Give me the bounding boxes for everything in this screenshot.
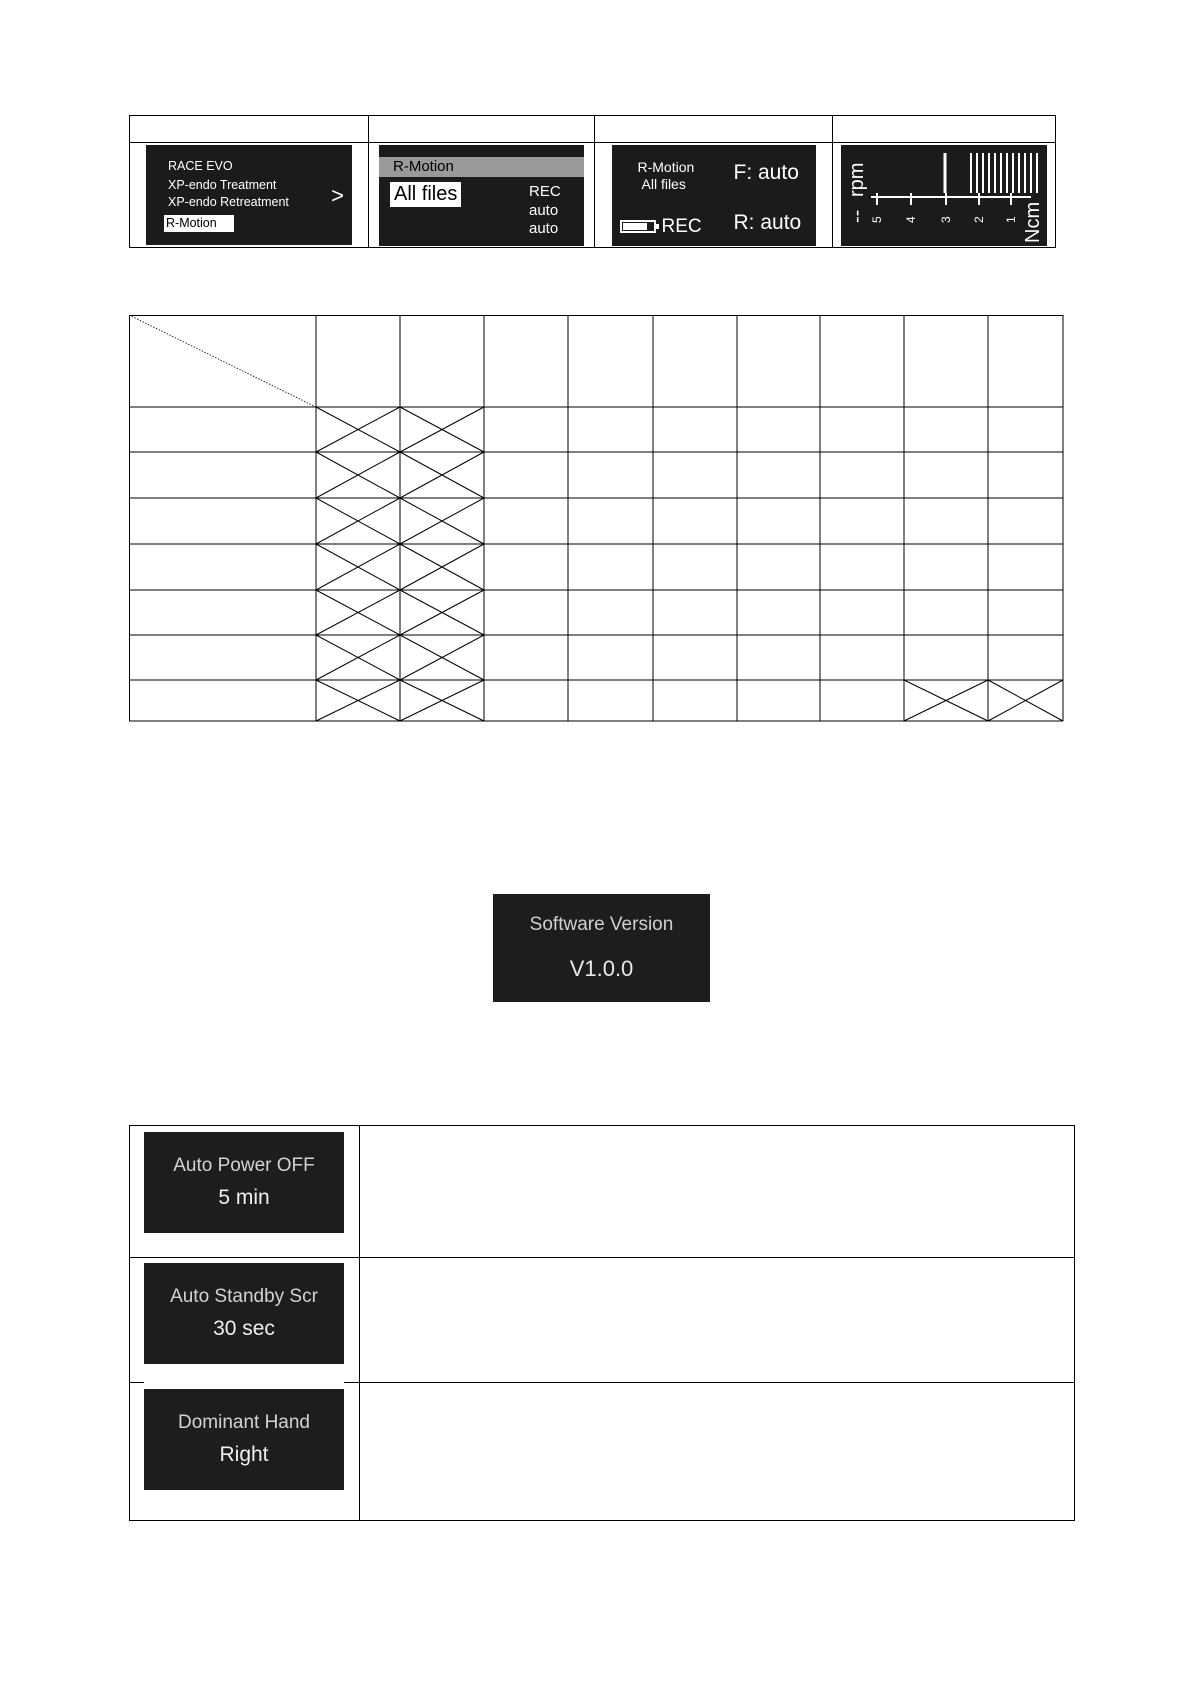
screen-overview-table [129, 115, 1056, 248]
screen-cell [130, 143, 369, 248]
rpm-label: rpm [846, 162, 868, 197]
auto-standby-screen [144, 1263, 344, 1364]
tick-label: 5 [870, 215, 884, 223]
screen-title-bar: R-Motion [379, 157, 584, 177]
dominant-hand-screen [144, 1389, 344, 1490]
software-version-label: Software Version [529, 914, 674, 935]
param-value: auto [529, 201, 559, 219]
settings-table [129, 1125, 1075, 1521]
header-row [130, 116, 1056, 143]
screens-row [130, 143, 1056, 248]
file-selected: All files [390, 182, 461, 207]
setting-value: Right [219, 1443, 269, 1466]
setting-label: Auto Standby Scr [170, 1286, 318, 1307]
file-select-screen [379, 145, 584, 246]
tick-label: 3 [939, 215, 953, 223]
setting-value: 30 sec [213, 1317, 275, 1340]
row-divider [130, 1382, 144, 1383]
tick-label: 4 [904, 215, 918, 223]
chevron-right-icon: > [331, 183, 344, 208]
tick-label: 2 [972, 215, 986, 223]
menu-item: XP-endo Retreatment [168, 195, 289, 209]
rec-label: REC [661, 215, 702, 237]
setting-label: Dominant Hand [177, 1412, 311, 1433]
bargraph-screen [841, 145, 1047, 246]
reverse-value: R: auto [733, 210, 802, 234]
dash-label: -- [846, 209, 868, 223]
screen-cell [595, 143, 833, 248]
software-version-value: V1.0.0 [569, 956, 634, 981]
param-value: auto [529, 219, 559, 237]
header-cell [833, 116, 1056, 143]
header-cell [595, 116, 833, 143]
screen-cell [833, 143, 1056, 248]
forward-value: F: auto [733, 160, 799, 184]
column-divider [359, 1126, 360, 1520]
screen-cell [369, 143, 595, 248]
torque-bargraph [841, 145, 1047, 246]
auto-power-off-screen [144, 1132, 344, 1233]
header-cell [130, 116, 369, 143]
menu-item: XP-endo Treatment [168, 178, 277, 192]
ncm-label: Ncm [1022, 201, 1044, 243]
param-value: REC [529, 182, 561, 200]
header-cell [369, 116, 595, 143]
row-divider [344, 1382, 1074, 1383]
row-divider [130, 1257, 1074, 1258]
setting-label: Auto Power OFF [173, 1155, 315, 1176]
menu-screen [146, 145, 352, 245]
motion-name: R-Motion [637, 158, 695, 175]
menu-item: RACE EVO [168, 159, 233, 173]
setting-value: 5 min [218, 1186, 270, 1209]
software-version-screen [493, 894, 710, 1002]
file-name: All files [641, 175, 686, 192]
operation-screen [612, 145, 816, 246]
header-diagonal [129, 315, 316, 407]
compatibility-grid [129, 315, 1064, 722]
menu-item-selected: R-Motion [164, 215, 234, 232]
tick-label: 1 [1004, 215, 1018, 223]
battery-icon [620, 220, 656, 233]
